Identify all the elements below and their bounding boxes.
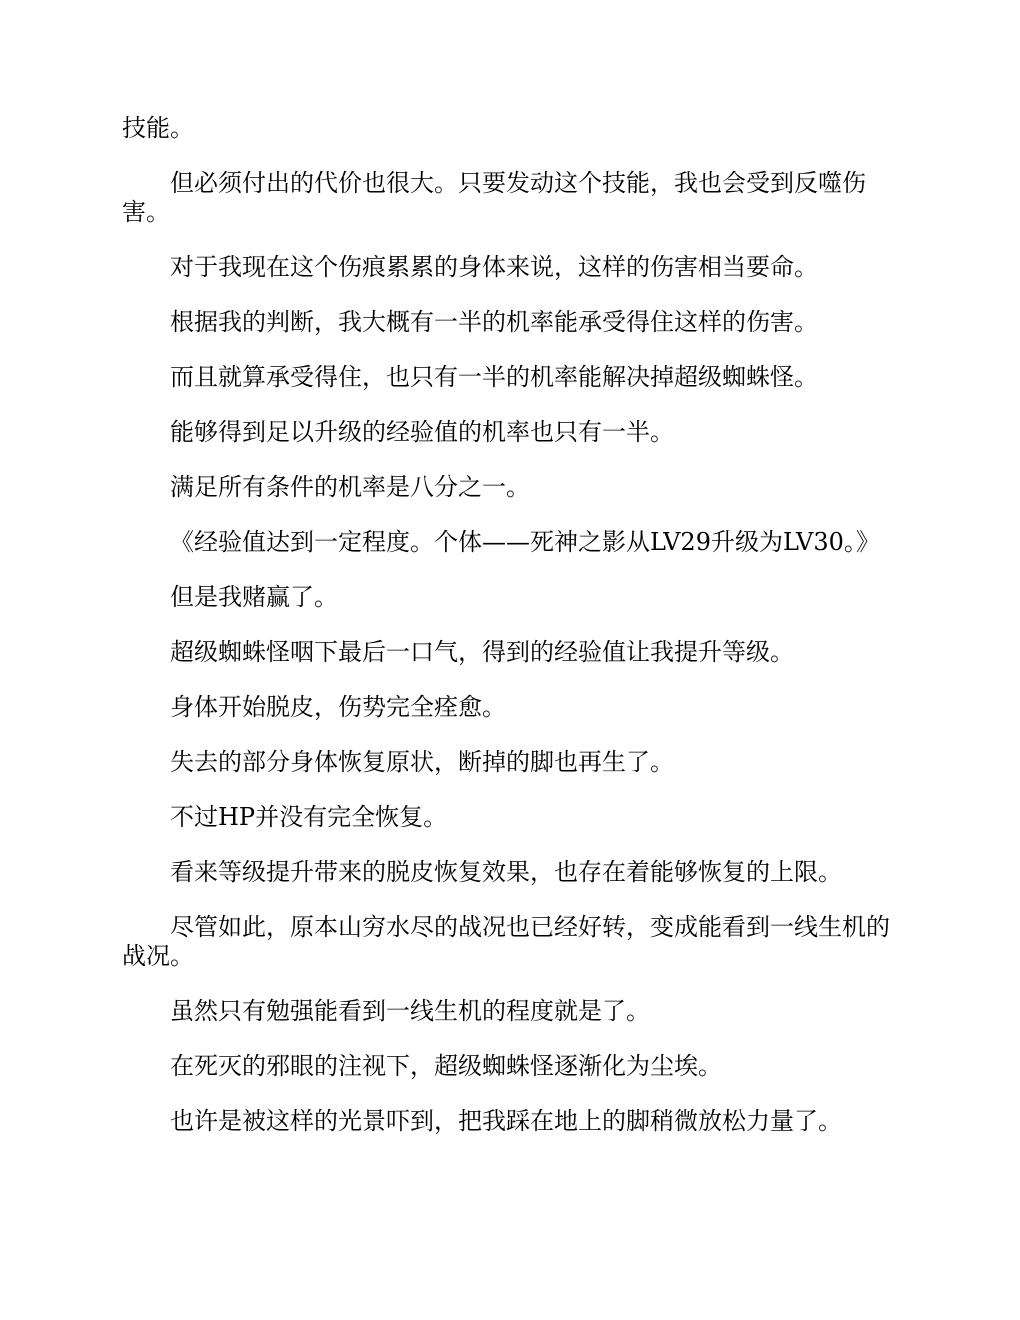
paragraph-10: 超级蜘蛛怪咽下最后一口气，得到的经验值让我提升等级。 bbox=[170, 638, 794, 666]
paragraph-14: 看来等级提升带来的脱皮恢复效果，也存在着能够恢复的上限。 bbox=[170, 858, 842, 886]
paragraph-15: 尽管如此，原本山穷水尽的战况也已经好转，变成能看到一线生机的战况。 bbox=[122, 913, 890, 970]
paragraph-8: 《经验值达到一定程度。个体——死神之影从LV29升级为LV30。》 bbox=[170, 528, 880, 556]
paragraph-1: 技能。 bbox=[122, 114, 194, 142]
paragraph-16: 虽然只有勉强能看到一线生机的程度就是了。 bbox=[170, 997, 650, 1025]
paragraph-9: 但是我赌赢了。 bbox=[170, 583, 338, 611]
paragraph-18: 也许是被这样的光景吓到，把我踩在地上的脚稍微放松力量了。 bbox=[170, 1107, 842, 1135]
paragraph-6: 能够得到足以升级的经验值的机率也只有一半。 bbox=[170, 418, 674, 446]
paragraph-2: 但必须付出的代价也很大。只要发动这个技能，我也会受到反噬伤害。 bbox=[122, 169, 866, 226]
paragraph-11: 身体开始脱皮，伤势完全痊愈。 bbox=[170, 693, 506, 721]
paragraph-12: 失去的部分身体恢复原状，断掉的脚也再生了。 bbox=[170, 748, 674, 776]
body-text bbox=[122, 114, 900, 1162]
paragraph-5: 而且就算承受得住，也只有一半的机率能解决掉超级蜘蛛怪。 bbox=[170, 363, 818, 391]
paragraph-4: 根据我的判断，我大概有一半的机率能承受得住这样的伤害。 bbox=[170, 308, 818, 336]
paragraph-17: 在死灭的邪眼的注视下，超级蜘蛛怪逐渐化为尘埃。 bbox=[170, 1052, 722, 1080]
paragraph-13: 不过HP并没有完全恢复。 bbox=[170, 803, 448, 831]
paragraph-7: 满足所有条件的机率是八分之一。 bbox=[170, 473, 530, 501]
paragraph-3: 对于我现在这个伤痕累累的身体来说，这样的伤害相当要命。 bbox=[170, 253, 818, 281]
